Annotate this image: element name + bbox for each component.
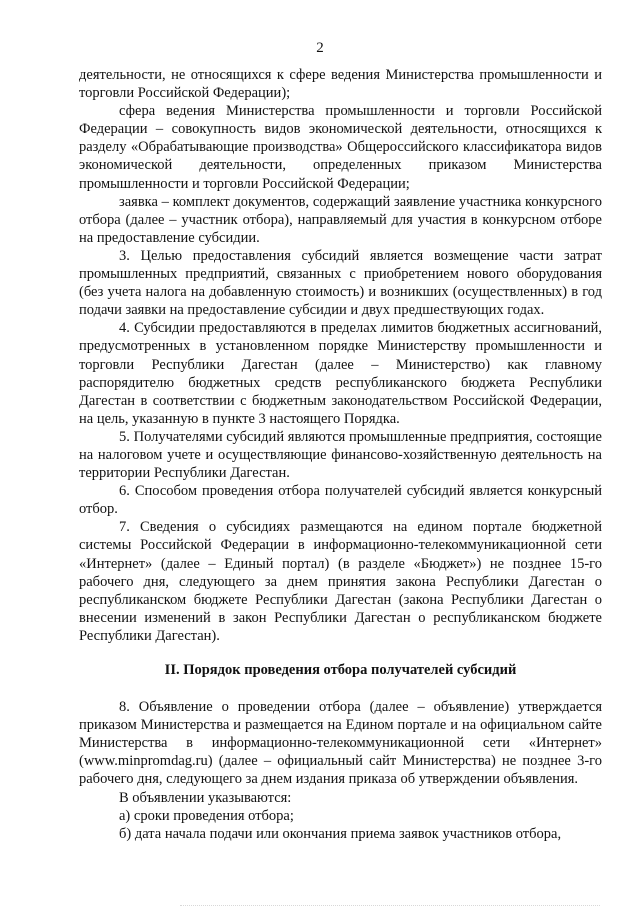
paragraph-definition-sphere: сфера ведения Министерства промышленности и торговли Российской Федерации – совокупность видов экономической деятельности, относящихся к разделу «Обрабатывающие производства» Общероссийского классификатора видов экономической деятельности, определенных приказом Министерства промышленности и торговли Российской Федерации; (79, 103, 602, 192)
paragraph-item-3: 3. Целью предоставления субсидий является возмещение части затрат промышленных предприятий, связанных с приобретением нового оборудования (без учета налога на добавленную стоимость) и возникших (осуществленных) в год подачи заявки на предоставление субсидии и двух предшествующих годах. (79, 247, 602, 319)
list-item-b: б) дата начала подачи или окончания приема заявок участников отбора, (119, 825, 562, 842)
page-number: 2 (316, 40, 324, 56)
paragraph-item-4: 4. Субсидии предоставляются в пределах лимитов бюджетных ассигнований, предусмотренных в установленном порядке Министерству промышленности и торговли Республики Дагестан (далее – Министерство) как главному распорядителю бюджетных средств республиканского бюджета Республики Дагестан в соответствии с бюджетным законодательством Российской Федерации, на цель, указанную в пункте 3 настоящего Порядка. (79, 320, 602, 427)
section-heading: II. Порядок проведения отбора получателей субсидий (164, 662, 517, 678)
paragraph-item-7: 7. Сведения о субсидиях размещаются на едином портале бюджетной системы Российской Федерации в информационно-телекоммуникационной сети «Интернет» (далее – Единый портал) (в разделе «Бюджет») не позднее 15-го рабочего дня, следующего за днем принятия закона Республики Дагестан о республиканском бюджете Республики Дагестан (закона Республики Дагестан о внесении изменений в закон Республики Дагестан о республиканском бюджете Республики Дагестан). (79, 519, 602, 644)
scan-artifact (180, 902, 600, 906)
paragraph-definition-application: заявка – комплект документов, содержащий заявление участника конкурсного отбора (далее – участник отбора), направляемый для участия в конкурсном отборе на предоставление субсидии. (79, 193, 602, 246)
paragraph-item-8: 8. Объявление о проведении отбора (далее – объявление) утверждается приказом Министерства и размещается на Едином портале и на официальном сайте Министерства в информационно-телекоммуникационной сети «Интернет» (www.minpromdag.ru) (далее – официальный сайт Министерства) не позднее 3-го рабочего дня, следующего за днем издания приказа об утверждении объявления. (79, 699, 602, 788)
paragraph-announcement-intro: В объявлении указываются: (119, 789, 292, 806)
document-body (79, 66, 602, 843)
paragraph-item-5: 5. Получателями субсидий являются промышленные предприятия, состоящие на налоговом учете и осуществляющие финансово-хозяйственную деятельность на территории Республики Дагестан. (79, 428, 602, 482)
paragraph-item-6: 6. Способом проведения отбора получателей субсидий является конкурсный отбор. (79, 483, 602, 518)
paragraph-continuation: деятельности, не относящихся к сфере ведения Министерства промышленности и торговли Российской Федерации); (79, 67, 602, 102)
list-item-a: а) сроки проведения отбора; (119, 807, 294, 824)
